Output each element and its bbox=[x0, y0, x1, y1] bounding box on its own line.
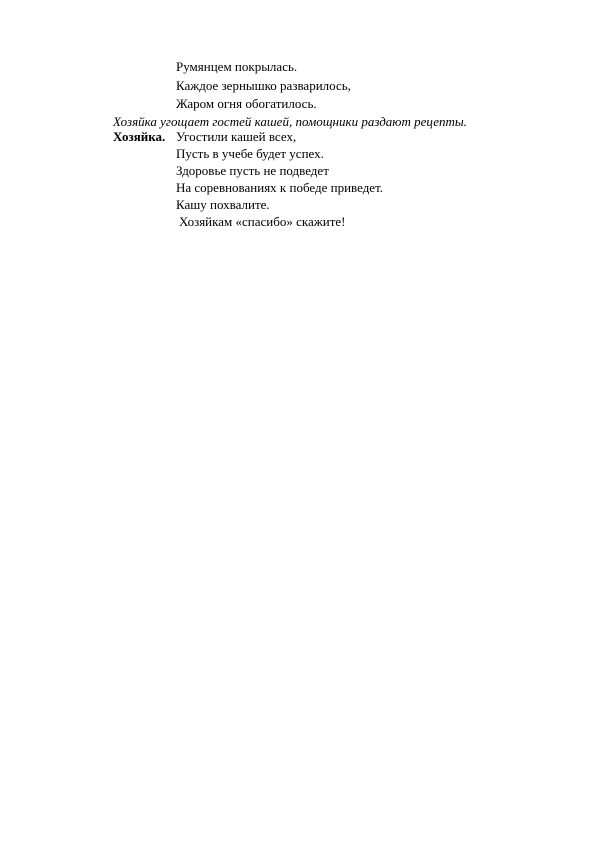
speech-line-1: Угостили кашей всех, bbox=[176, 129, 297, 144]
speech-line-4: На соревнованиях к победе приведет. bbox=[176, 180, 384, 195]
stage-direction: Хозяйка угощает гостей кашей, помощники раздают рецепты. bbox=[113, 114, 467, 129]
speech-line-5: Кашу похвалите. bbox=[176, 197, 270, 212]
verse-line-3: Жаром огня обогатилось. bbox=[176, 96, 317, 111]
speech-line-2: Пусть в учебе будет успех. bbox=[176, 146, 324, 161]
speaker-name: Хозяйка. bbox=[113, 129, 166, 144]
speech-line-3: Здоровье пусть не подведет bbox=[176, 163, 329, 178]
speech-line-6: Хозяйкам «спасибо» скажите! bbox=[179, 214, 346, 229]
verse-line-1: Румянцем покрылась. bbox=[176, 59, 298, 74]
verse-line-2: Каждое зернышко разварилось, bbox=[176, 78, 351, 93]
